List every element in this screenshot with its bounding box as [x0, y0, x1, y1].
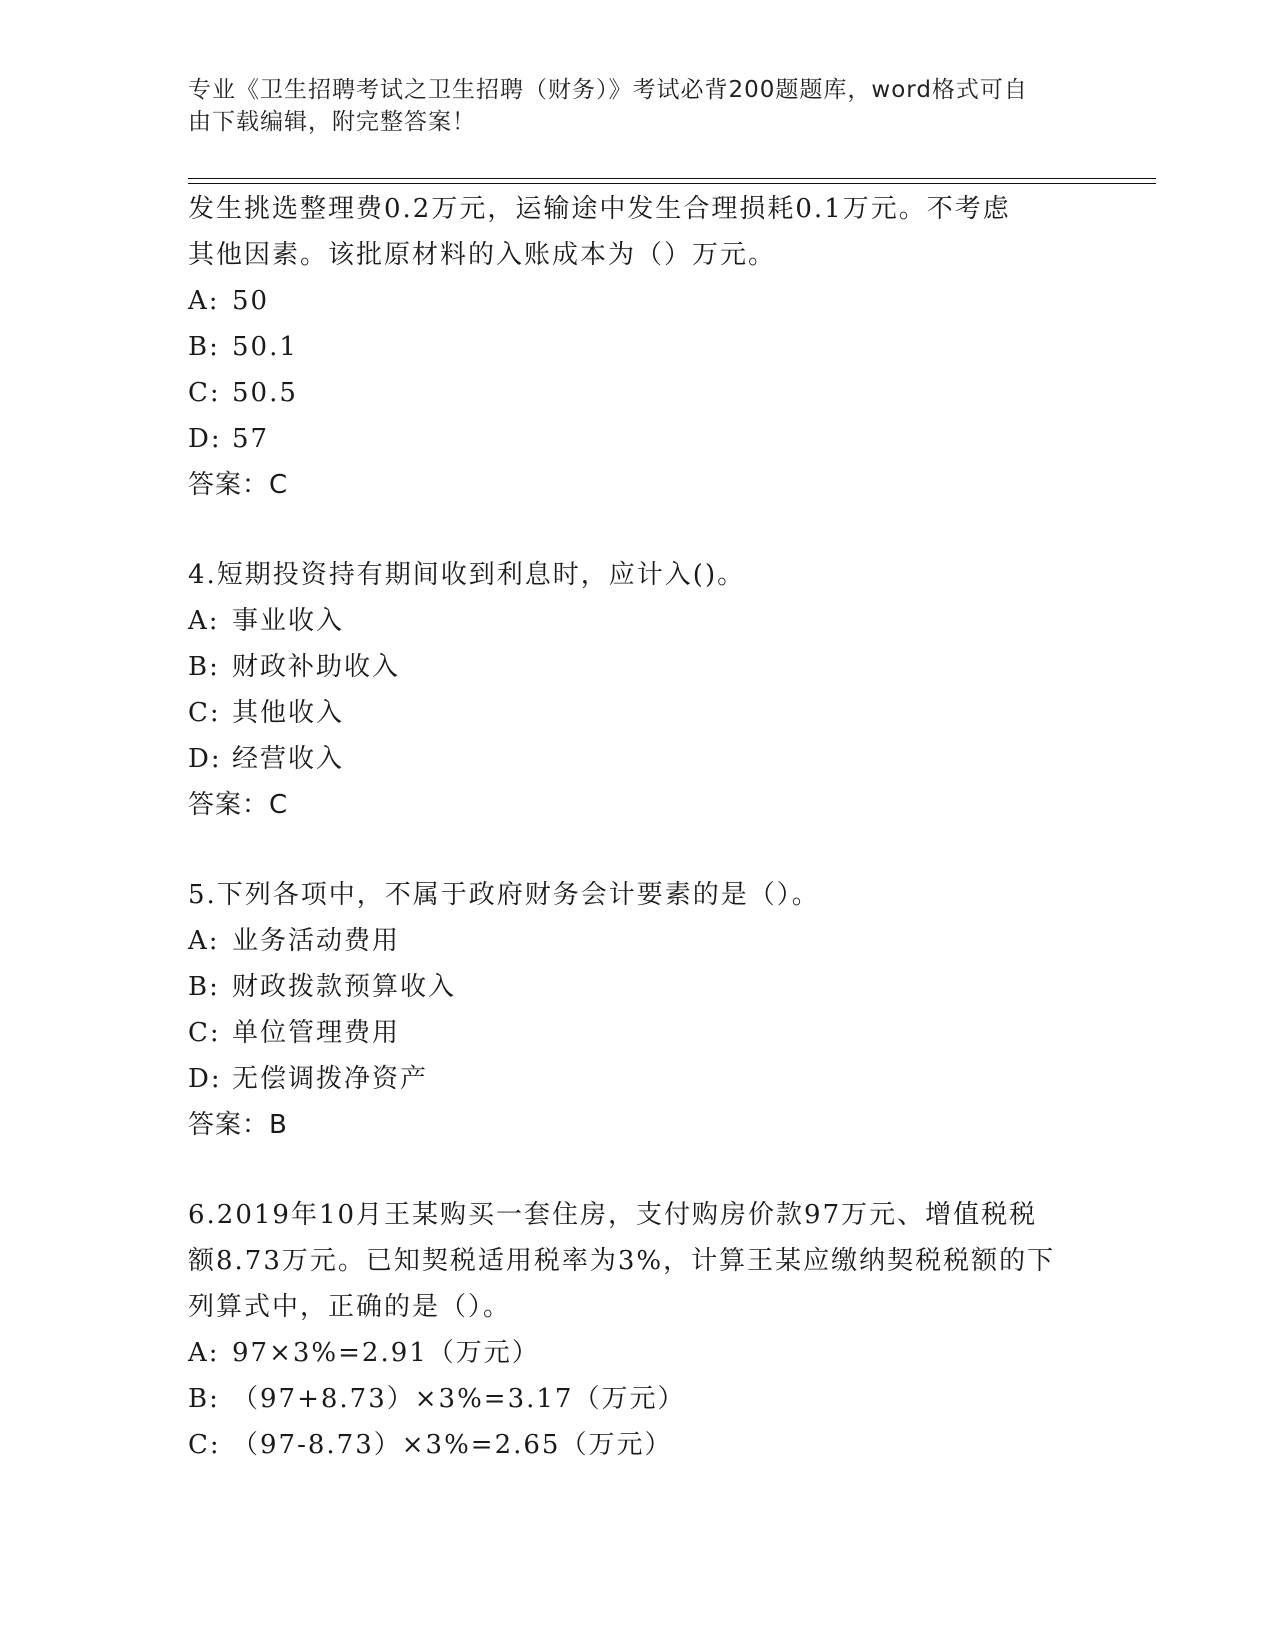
- option-b: [188, 1376, 1128, 1422]
- option-c: [188, 690, 1128, 736]
- question-stem-line: 发生挑选整理费0.2万元，运输途中发生合理损耗0.1万元。不考虑: [188, 194, 1011, 224]
- option-text: （97+8.73）×3%=3.17（万元）: [232, 1384, 686, 1414]
- question-5: [188, 872, 1128, 1148]
- option-key: D:: [188, 744, 222, 774]
- option-a: [188, 278, 1128, 324]
- question-6: [188, 1192, 1128, 1468]
- option-a: [188, 918, 1128, 964]
- option-text: 无偿调拨净资产: [232, 1064, 429, 1094]
- option-text: 财政补助收入: [232, 652, 401, 682]
- question-4: [188, 552, 1128, 828]
- option-text: 业务活动费用: [232, 926, 401, 956]
- spacer: [188, 1148, 1128, 1192]
- document-header: [188, 74, 1068, 138]
- question-3: [188, 186, 1128, 508]
- header-line-1: 专业《卫生招聘考试之卫生招聘（财务）》考试必背200题题库，word格式可自: [188, 77, 1028, 103]
- question-content: [188, 186, 1128, 1468]
- option-b: [188, 324, 1128, 370]
- option-key: B:: [188, 332, 220, 362]
- spacer: [188, 508, 1128, 552]
- option-d: [188, 1056, 1128, 1102]
- question-stem-line: 4.短期投资持有期间收到利息时，应计入()。: [188, 560, 746, 590]
- option-key: B:: [188, 652, 220, 682]
- option-key: C:: [188, 1430, 221, 1460]
- option-key: C:: [188, 698, 221, 728]
- option-text: 50.1: [232, 332, 298, 362]
- option-c: [188, 1010, 1128, 1056]
- question-stem-line: 列算式中，正确的是（）。: [188, 1292, 512, 1322]
- answer-line: 答案：C: [188, 790, 289, 820]
- option-key: C:: [188, 378, 221, 408]
- option-key: D:: [188, 1064, 222, 1094]
- option-text: 97×3%=2.91（万元）: [232, 1338, 540, 1368]
- option-key: D:: [188, 424, 222, 454]
- option-key: A:: [188, 286, 220, 316]
- option-key: C:: [188, 1018, 221, 1048]
- option-c: [188, 1422, 1128, 1468]
- option-a: [188, 598, 1128, 644]
- option-text: 财政拨款预算收入: [232, 972, 457, 1002]
- option-text: 57: [232, 424, 270, 454]
- option-text: 50: [232, 286, 270, 316]
- option-text: 其他收入: [232, 698, 345, 728]
- question-stem-line: 其他因素。该批原材料的入账成本为（）万元。: [188, 240, 777, 270]
- answer-line: 答案：C: [188, 470, 289, 500]
- header-divider-bottom: [188, 183, 1156, 184]
- option-text: 经营收入: [232, 744, 345, 774]
- option-d: [188, 736, 1128, 782]
- option-key: B:: [188, 1384, 220, 1414]
- option-key: B:: [188, 972, 220, 1002]
- question-stem-line: 额8.73万元。已知契税适用税率为3%，计算王某应缴纳契税税额的下: [188, 1246, 1056, 1276]
- option-key: A:: [188, 606, 220, 636]
- option-text: 事业收入: [232, 606, 345, 636]
- option-text: 单位管理费用: [232, 1018, 401, 1048]
- option-b: [188, 644, 1128, 690]
- header-line-2: 由下载编辑，附完整答案！: [188, 109, 476, 135]
- option-text: 50.5: [232, 378, 298, 408]
- option-text: （97-8.73）×3%=2.65（万元）: [232, 1430, 673, 1460]
- option-key: A:: [188, 1338, 220, 1368]
- header-divider-top: [188, 178, 1156, 179]
- option-d: [188, 416, 1128, 462]
- spacer: [188, 828, 1128, 872]
- option-c: [188, 370, 1128, 416]
- option-a: [188, 1330, 1128, 1376]
- question-stem-line: 5.下列各项中，不属于政府财务会计要素的是（）。: [188, 880, 820, 910]
- question-stem-line: 6.2019年10月王某购买一套住房，支付购房价款97万元、增值税税: [188, 1200, 1038, 1230]
- option-key: A:: [188, 926, 220, 956]
- option-b: [188, 964, 1128, 1010]
- answer-line: 答案：B: [188, 1110, 288, 1140]
